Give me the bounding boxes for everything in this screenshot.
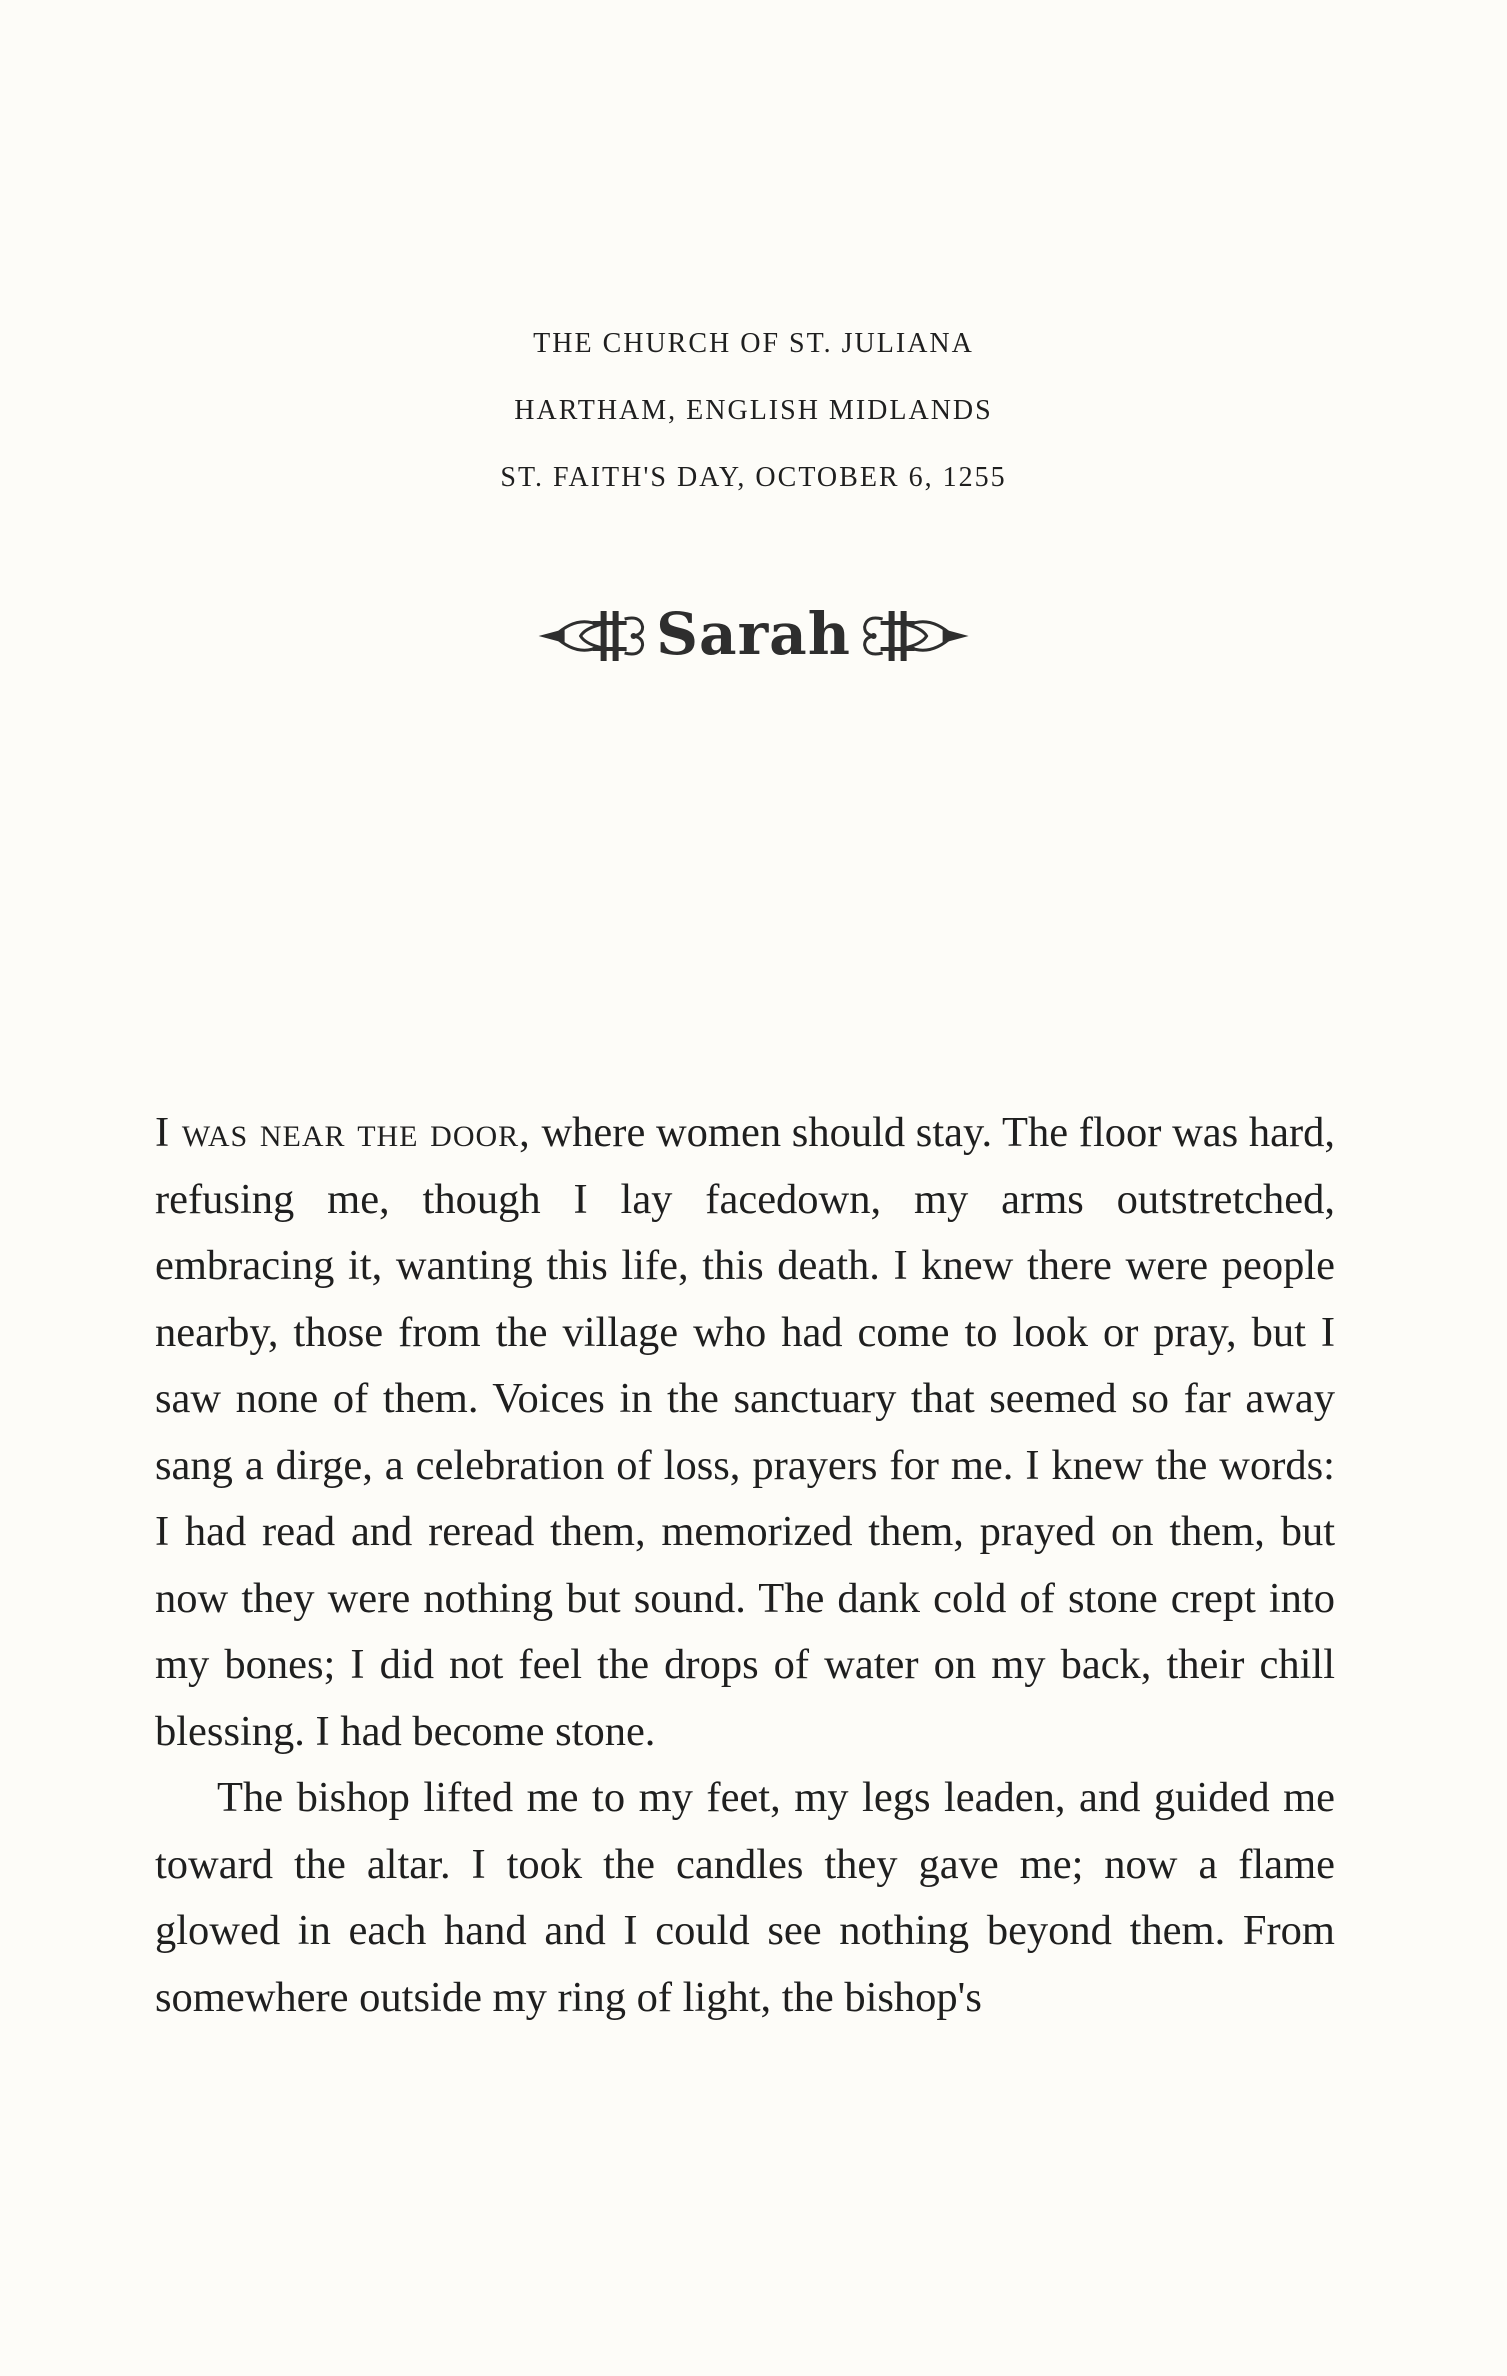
region-line: HARTHAM, ENGLISH MIDLANDS (514, 395, 993, 426)
paragraph-1-text: where women should stay. The floor was hard, refusing me, though I lay facedown, my arms outstretched, embracing it, wanting this life, this death. I knew there were people nearby, those from the village who had come to look or pray, but I saw none of them. Voices in the sanctuary that seemed so far away sang a dirge, a celebration of loss, prayers for me. I knew the words: I had read and reread them, memorized them, prayed on them, but now they were nothing but sound. The dank cold of stone crept into my bones; I did not feel the drops of water on my back, their chill blessing. I had become stone. (155, 1109, 1335, 1755)
body-text (155, 1100, 1335, 2031)
chapter-heading (0, 310, 1507, 511)
date-line: ST. FAITH'S DAY, OCTOBER 6, 1255 (500, 462, 1007, 493)
chapter-title-block (536, 600, 971, 668)
paragraph-1 (155, 1100, 1335, 1765)
chapter-title: Sarah (656, 600, 851, 668)
paragraph-2: The bishop lifted me to my feet, my legs leaden, and guided me toward the altar. I took the candles they gave me; now a flame glowed in each hand and I could see nothing beyond them. From somewhere outside my ring of light, the bishop's (155, 1774, 1335, 2021)
opening-small-caps: I was near the door, (155, 1109, 531, 1156)
location-line: THE CHURCH OF ST. JULIANA (533, 328, 974, 359)
fleuron-left-icon (536, 605, 646, 667)
fleuron-right-icon (861, 605, 971, 667)
